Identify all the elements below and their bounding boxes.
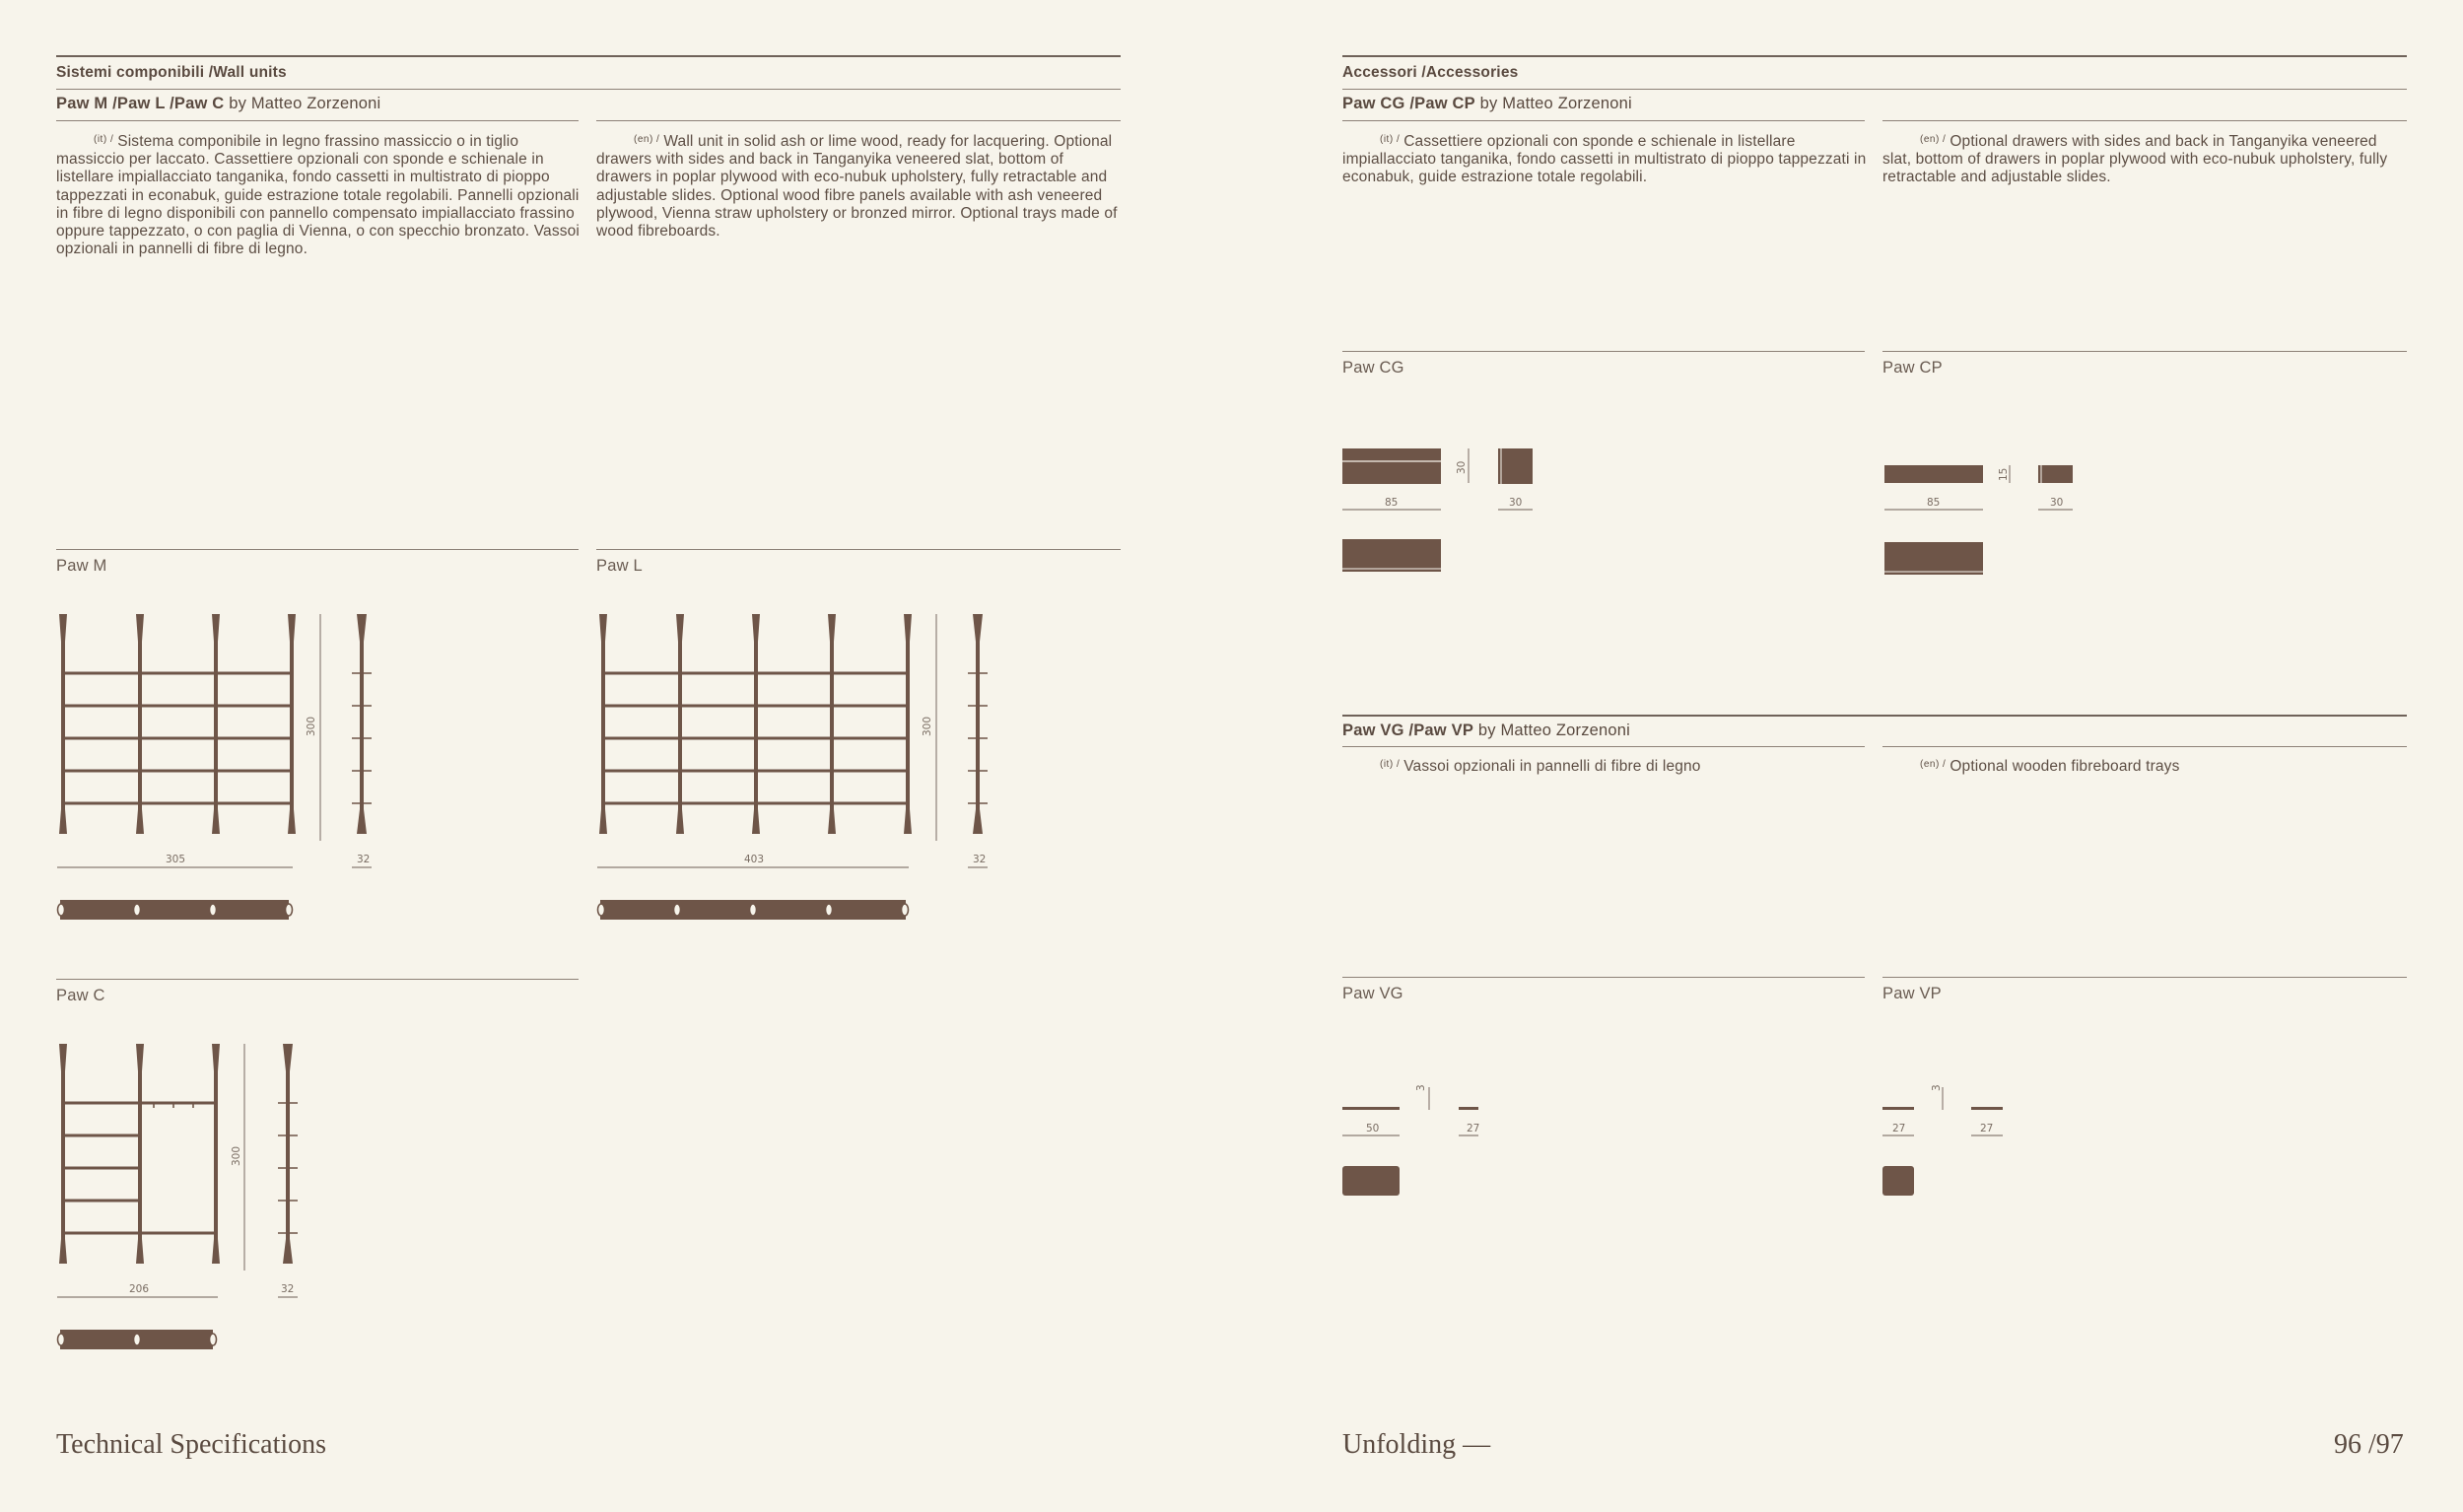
paw-vp-front-view: [1882, 1107, 1914, 1110]
paw-vg-width-dim: 50: [1366, 1123, 1380, 1134]
paw-cp-drawing: [1881, 444, 2097, 582]
description-it-text: Sistema componibile in legno frassino massiccio o in tiglio massiccio per laccato. Cassettiere opzionali con sponde e schienale in listellare impiallacciato tanganika, fondo cassetti in multistrato di pioppo tappezzati in econabuk, guide estrazione totale regolabili. Pannelli opzionali in fibre di legno disponibili con pannello compensato impiallacciato frassino oppure tappezzato, o con paglia di Vienna, o con specchio bronzato. Vassoi opzionali in pannelli di fibre di legno.: [56, 133, 580, 258]
accessory-2-lang-it: (it) /: [1380, 759, 1401, 770]
section-title: Sistemi componibili /Wall units: [56, 64, 287, 81]
accessory-2-heading: [1342, 722, 1630, 740]
paw-cg-label: Paw CG: [1342, 359, 1404, 377]
accessories-section-rule: [1342, 89, 2407, 90]
designer-name: Matteo Zorzenoni: [250, 95, 381, 112]
paw-vg-side-view: [1459, 1107, 1478, 1110]
accessory-1-desc-en-text: Optional drawers with sides and back in Tanganyika veneered slat, bottom of drawers in poplar plywood with eco-nubuk upholstery, fully retractable and adjustable slides.: [1882, 133, 2388, 186]
paw-vp-depth-dim: 27: [1980, 1123, 1994, 1134]
paw-vg-label: Paw VG: [1342, 985, 1403, 1002]
accessory-2-lang-en: (en) /: [1920, 759, 1947, 770]
paw-m-drawing: [54, 609, 379, 925]
paw-cg-depth-dim: 30: [1509, 497, 1523, 509]
paw-c-plan-view: [56, 1326, 224, 1353]
paw-m-width-dim: 305: [166, 854, 186, 865]
description-en-text: Wall unit in solid ash or lime wood, ready for lacquering. Optional drawers with sides and back in Tanganyika veneered slat, bottom of drawers in poplar plywood with eco-nubuk upholstery, fully retractable and adjustable slides. Optional wood fibre panels available with ash veneered plywood, Vienna straw upholstery or bronzed mirror. Optional trays made of wood fibreboards.: [596, 133, 1118, 241]
paw-vg-front-view: [1342, 1107, 1400, 1110]
accessory-1-description-it: [1342, 131, 1867, 187]
lang-tag-en: (en) /: [634, 134, 660, 145]
paw-l-height-dim: 300: [922, 716, 933, 736]
paw-l-depth-dim: 32: [973, 854, 987, 865]
paw-vp-drawing: [1881, 1079, 2009, 1200]
accessory-2-desc-rule-en: [1882, 746, 2407, 747]
paw-cp-plan-view: [1884, 542, 1983, 575]
accessory-2-top-rule: [1342, 715, 2407, 717]
paw-m-height-dim: 300: [306, 716, 317, 736]
accessory-2-desc-en-text: Optional wooden fibreboard trays: [1950, 758, 2180, 775]
accessory-2-by-label: by: [1477, 722, 1496, 739]
accessory-2-name: Paw VG /Paw VP: [1342, 722, 1474, 739]
desc-rule-en: [596, 120, 1121, 121]
accessory-2-designer: Matteo Zorzenoni: [1500, 722, 1631, 739]
accessory-2-description-it: [1342, 756, 1867, 776]
accessory-2-desc-rule-it: [1342, 746, 1865, 747]
paw-m-depth-dim: 32: [357, 854, 371, 865]
paw-l-plan-view: [596, 896, 917, 924]
product-heading: [56, 95, 380, 113]
paw-c-height-dim: 300: [231, 1145, 242, 1166]
paw-m-label: Paw M: [56, 557, 107, 575]
paw-l-side-view: [968, 614, 988, 834]
paw-cg-side-view: [1498, 448, 1533, 484]
paw-vg-height-dim: 3: [1415, 1084, 1427, 1091]
paw-cp-label: Paw CP: [1882, 359, 1943, 377]
paw-vp-side-view: [1971, 1107, 2003, 1110]
paw-vg-rule: [1342, 977, 1865, 978]
paw-cp-side-view: [2038, 465, 2073, 483]
footer-unfolding: Unfolding —: [1342, 1429, 1491, 1460]
paw-cg-rule: [1342, 351, 1865, 352]
paw-cp-width-dim: 85: [1927, 497, 1941, 509]
paw-c-front-view: [59, 1044, 220, 1264]
paw-cg-drawing: [1340, 444, 1557, 577]
accessory-1-desc-rule-en: [1882, 120, 2407, 121]
paw-m-front-view: [59, 614, 296, 834]
paw-cg-front-view: [1342, 448, 1441, 484]
paw-c-side-view: [278, 1044, 298, 1264]
section-rule: [56, 89, 1121, 90]
paw-l-drawing: [594, 609, 1008, 925]
accessory-1-designer: Matteo Zorzenoni: [1502, 95, 1632, 112]
paw-cg-width-dim: 85: [1385, 497, 1399, 509]
paw-c-rule: [56, 979, 579, 980]
product-name: Paw M /Paw L /Paw C: [56, 95, 225, 112]
by-label: by: [229, 95, 247, 112]
accessory-1-name: Paw CG /Paw CP: [1342, 95, 1475, 112]
accessories-section-title: Accessori /Accessories: [1342, 64, 1519, 81]
paw-c-label: Paw C: [56, 987, 105, 1004]
accessory-2-description-en: [1882, 756, 2407, 776]
paw-cg-plan-view: [1342, 539, 1441, 572]
paw-l-front-view: [599, 614, 912, 834]
accessory-1-by-label: by: [1479, 95, 1498, 112]
paw-cp-height-dim: 15: [1998, 467, 2010, 481]
paw-vp-rule: [1882, 977, 2407, 978]
paw-c-drawing: [54, 1039, 310, 1354]
accessory-1-lang-it: (it) /: [1380, 134, 1401, 145]
accessory-2-desc-it-text: Vassoi opzionali in pannelli di fibre di legno: [1403, 758, 1701, 775]
accessories-top-rule: [1342, 55, 2407, 57]
paw-vp-label: Paw VP: [1882, 985, 1942, 1002]
description-en: [596, 131, 1121, 241]
paw-vg-drawing: [1340, 1079, 1478, 1200]
paw-c-width-dim: 206: [129, 1283, 150, 1295]
paw-m-rule: [56, 549, 579, 550]
lang-tag-it: (it) /: [94, 134, 114, 145]
paw-vp-height-dim: 3: [1931, 1084, 1943, 1091]
paw-vg-depth-dim: 27: [1467, 1123, 1480, 1134]
paw-cp-rule: [1882, 351, 2407, 352]
paw-m-side-view: [352, 614, 372, 834]
paw-c-depth-dim: 32: [281, 1283, 295, 1295]
paw-vp-plan-view: [1882, 1166, 1914, 1196]
paw-vp-width-dim: 27: [1892, 1123, 1906, 1134]
paw-cg-height-dim: 30: [1456, 460, 1468, 474]
paw-l-rule: [596, 549, 1121, 550]
accessory-1-desc-it-text: Cassettiere opzionali con sponde e schienale in listellare impiallacciato tanganika, fondo cassetti in multistrato di pioppo tappezzati in econabuk, guide estrazione totale regolabili.: [1342, 133, 1867, 186]
paw-l-width-dim: 403: [744, 854, 765, 865]
page-numbers: 96 /97: [2334, 1429, 2404, 1460]
section-top-rule: [56, 55, 1121, 57]
accessory-1-lang-en: (en) /: [1920, 134, 1947, 145]
accessory-1-desc-rule-it: [1342, 120, 1865, 121]
paw-cp-depth-dim: 30: [2050, 497, 2064, 509]
description-it: [56, 131, 581, 258]
paw-l-label: Paw L: [596, 557, 643, 575]
paw-m-plan-view: [56, 896, 298, 924]
accessory-1-heading: [1342, 95, 1632, 113]
desc-rule-it: [56, 120, 579, 121]
paw-vg-plan-view: [1342, 1166, 1400, 1196]
footer-title: Technical Specifications: [56, 1429, 327, 1460]
paw-cp-front-view: [1884, 465, 1983, 483]
accessory-1-description-en: [1882, 131, 2407, 187]
